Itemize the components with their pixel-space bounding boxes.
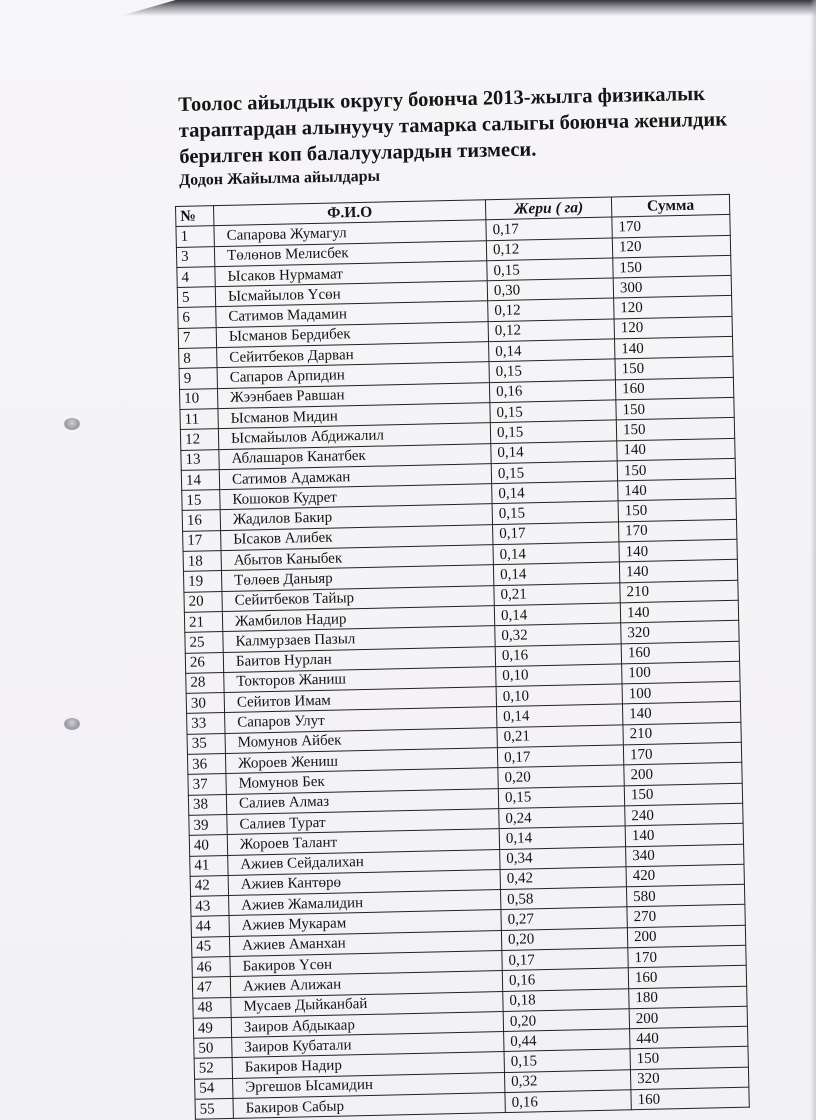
cell-number: 39 (189, 814, 227, 835)
cell-sum: 440 (630, 1026, 748, 1049)
cell-number: 49 (193, 1017, 231, 1038)
cell-name: Төлөнов Мелисбек (214, 240, 486, 266)
cell-area: 0,10 (496, 664, 622, 687)
cell-name: Жадилов Бакир (220, 504, 492, 530)
cell-sum: 320 (630, 1067, 748, 1090)
cell-name: Ажиев Алижан (230, 971, 502, 997)
cell-number: 5 (177, 287, 215, 308)
cell-name: Сейитов Имам (224, 687, 496, 713)
cell-sum: 200 (627, 925, 745, 948)
cell-sum: 150 (618, 499, 736, 522)
cell-area: 0,44 (504, 1029, 630, 1052)
cell-area: 0,15 (490, 420, 616, 443)
cell-number: 33 (187, 713, 225, 734)
cell-area: 0,42 (500, 867, 626, 890)
cell-area: 0,14 (493, 562, 619, 585)
cell-number: 13 (181, 449, 219, 470)
cell-area: 0,32 (495, 623, 621, 646)
cell-number: 11 (180, 409, 218, 430)
cell-area: 0,17 (486, 217, 612, 240)
cell-sum: 160 (621, 641, 739, 664)
beneficiaries-table (175, 194, 750, 1120)
cell-name: Эргешов Ысамидин (233, 1072, 505, 1098)
cell-name: Бакиров Надир (232, 1052, 504, 1078)
cell-area: 0,17 (502, 948, 628, 971)
cell-name: Бакиров Үсөн (230, 951, 502, 977)
cell-number: 46 (192, 956, 230, 977)
cell-sum: 270 (627, 905, 745, 928)
cell-number: 25 (185, 632, 223, 653)
cell-sum: 200 (624, 763, 742, 786)
cell-number: 19 (183, 571, 221, 592)
cell-number: 50 (194, 1038, 232, 1059)
cell-sum: 120 (614, 316, 732, 339)
cell-area: 0,17 (497, 745, 623, 768)
cell-name: Баитов Нурлан (223, 646, 495, 672)
cell-sum: 140 (619, 560, 737, 583)
cell-sum: 300 (613, 276, 731, 299)
cell-number: 18 (183, 551, 221, 572)
cell-number: 14 (181, 469, 219, 490)
cell-area: 0,20 (503, 1009, 629, 1032)
cell-sum: 150 (615, 357, 733, 380)
cell-sum: 340 (626, 844, 744, 867)
cell-name: Ысмайылов Абдижалил (218, 423, 490, 449)
cell-sum: 170 (628, 945, 746, 968)
cell-number: 20 (184, 591, 222, 612)
cell-name: Салиев Алмаз (226, 788, 498, 814)
cell-number: 10 (179, 388, 217, 409)
cell-name: Сейитбеков Дарван (217, 342, 489, 368)
cell-area: 0,12 (488, 298, 614, 321)
cell-number: 37 (188, 774, 226, 795)
cell-name: Жороев Талант (227, 829, 499, 855)
cell-area: 0,12 (486, 238, 612, 261)
cell-area: 0,24 (499, 806, 625, 829)
cell-area: 0,16 (502, 968, 628, 991)
cell-sum: 150 (630, 1047, 748, 1070)
beneficiaries-table-wrap (175, 194, 749, 1120)
cell-sum: 320 (621, 621, 739, 644)
cell-name: Жороев Жениш (225, 748, 497, 774)
cell-sum: 160 (615, 377, 733, 400)
cell-name: Токторов Жаниш (224, 666, 496, 692)
cell-sum: 120 (612, 235, 730, 258)
cell-sum: 150 (617, 458, 735, 481)
cell-sum: 100 (622, 661, 740, 684)
cell-sum: 140 (625, 823, 743, 846)
cell-sum: 140 (622, 702, 740, 725)
cell-number: 16 (182, 510, 220, 531)
cell-number: 30 (186, 693, 224, 714)
cell-sum: 580 (626, 884, 744, 907)
table-body (176, 215, 749, 1120)
cell-number: 26 (185, 652, 223, 673)
cell-sum: 150 (616, 418, 734, 441)
cell-number: 44 (191, 916, 229, 937)
scanner-shadow (120, 0, 816, 16)
cell-sum: 150 (613, 255, 731, 278)
cell-name: Сапарова Жумагул (214, 220, 486, 246)
cell-number: 9 (179, 368, 217, 389)
punch-hole (64, 418, 80, 430)
cell-number: 36 (187, 754, 225, 775)
cell-area: 0,15 (487, 258, 613, 281)
cell-area: 0,15 (492, 501, 618, 524)
cell-number: 21 (184, 612, 222, 633)
cell-number: 28 (186, 672, 224, 693)
cell-area: 0,32 (504, 1070, 630, 1093)
cell-name: Ажиев Сейдалихан (228, 849, 500, 875)
column-header-number: № (176, 206, 214, 227)
cell-sum: 200 (629, 1006, 747, 1029)
cell-area: 0,27 (501, 907, 627, 930)
cell-number: 38 (188, 794, 226, 815)
document-subtitle: Додон Жайылма айылдары (179, 167, 381, 189)
cell-area: 0,12 (488, 319, 614, 342)
cell-name: Төлөев Даныяр (221, 565, 493, 591)
cell-sum: 170 (623, 742, 741, 765)
cell-name: Ысмайылов Үсөн (215, 281, 487, 307)
cell-area: 0,16 (495, 643, 621, 666)
cell-area: 0,30 (487, 278, 613, 301)
cell-sum: 140 (617, 438, 735, 461)
cell-name: Бакиров Сабыр (233, 1093, 505, 1119)
cell-sum: 210 (623, 722, 741, 745)
cell-name: Момунов Айбек (225, 727, 497, 753)
cell-area: 0,15 (491, 461, 617, 484)
column-header-sum: Сумма (611, 194, 729, 217)
cell-number: 1 (176, 226, 214, 247)
cell-area: 0,14 (491, 440, 617, 463)
cell-number: 55 (195, 1099, 233, 1120)
cell-sum: 420 (626, 864, 744, 887)
cell-name: Сапаров Улут (225, 707, 497, 733)
cell-number: 47 (192, 977, 230, 998)
cell-sum: 140 (620, 600, 738, 623)
cell-name: Жамбилов Надир (222, 606, 494, 632)
cell-name: Кошоков Кудрет (220, 484, 492, 510)
cell-area: 0,10 (496, 684, 622, 707)
cell-number: 40 (189, 835, 227, 856)
cell-area: 0,16 (489, 380, 615, 403)
cell-name: Ажиев Жамалидин (229, 890, 501, 916)
cell-number: 3 (176, 246, 214, 267)
cell-number: 17 (183, 530, 221, 551)
cell-area: 0,15 (504, 1049, 630, 1072)
document-title: Тоолос айылдык округу боюнча 2013-жылга физикалык тараптардан алынуучу тамарка салыгы боюнча женилдик берилген коп балалуулардын тизмеси. (178, 82, 728, 168)
punch-hole (64, 718, 80, 730)
column-header-area: Жери ( га) (485, 197, 611, 220)
cell-number: 7 (178, 327, 216, 348)
cell-number: 12 (180, 429, 218, 450)
cell-name: Жээнбаев Равшан (217, 382, 489, 408)
cell-name: Ажиев Аманхан (229, 930, 501, 956)
cell-number: 45 (191, 936, 229, 957)
cell-sum: 240 (625, 803, 743, 826)
cell-number: 8 (179, 348, 217, 369)
cell-name: Ысманов Бердибек (216, 321, 488, 347)
cell-name: Заиров Абдыкаар (231, 1011, 503, 1037)
cell-name: Калмурзаев Пазыл (223, 626, 495, 652)
cell-area: 0,21 (494, 583, 620, 606)
cell-name: Мусаев Дыйканбай (231, 991, 503, 1017)
cell-name: Ысаков Алибек (221, 524, 493, 550)
cell-name: Ажиев Мукарам (229, 910, 501, 936)
cell-name: Момунов Бек (226, 768, 498, 794)
cell-area: 0,14 (489, 339, 615, 362)
cell-area: 0,58 (500, 887, 626, 910)
cell-sum: 140 (618, 478, 736, 501)
cell-area: 0,14 (497, 704, 623, 727)
cell-area: 0,14 (493, 542, 619, 565)
cell-sum: 120 (614, 296, 732, 319)
cell-area: 0,20 (498, 765, 624, 788)
cell-area: 0,20 (501, 927, 627, 950)
cell-number: 41 (190, 855, 228, 876)
cell-sum: 180 (629, 986, 747, 1009)
cell-name: Аблашаров Канатбек (219, 443, 491, 469)
cell-number: 42 (190, 875, 228, 896)
cell-name: Ажиев Кантөрө (228, 869, 500, 895)
column-header-name: Ф.И.О (214, 200, 486, 226)
cell-area: 0,16 (505, 1090, 631, 1113)
cell-area: 0,15 (489, 359, 615, 382)
cell-name: Сатимов Мадамин (216, 301, 488, 327)
cell-name: Ысманов Мидин (218, 403, 490, 429)
cell-sum: 170 (618, 519, 736, 542)
cell-sum: 150 (616, 397, 734, 420)
cell-area: 0,17 (493, 522, 619, 545)
cell-number: 4 (177, 267, 215, 288)
cell-sum: 100 (622, 681, 740, 704)
cell-number: 15 (182, 490, 220, 511)
cell-sum: 150 (624, 783, 742, 806)
cell-area: 0,14 (492, 481, 618, 504)
cell-area: 0,15 (490, 400, 616, 423)
cell-name: Сейитбеков Тайыр (222, 585, 494, 611)
cell-area: 0,15 (498, 785, 624, 808)
cell-name: Сапаров Арпидин (217, 362, 489, 388)
cell-number: 43 (191, 896, 229, 917)
cell-name: Сатимов Адамжан (219, 464, 491, 490)
cell-sum: 170 (612, 215, 730, 238)
cell-sum: 160 (631, 1087, 749, 1110)
cell-name: Абытов Каныбек (221, 545, 493, 571)
cell-number: 48 (193, 997, 231, 1018)
page-edge (810, 0, 816, 1120)
cell-area: 0,18 (503, 988, 629, 1011)
cell-number: 52 (194, 1058, 232, 1079)
cell-area: 0,34 (500, 846, 626, 869)
cell-number: 54 (195, 1078, 233, 1099)
cell-sum: 140 (619, 539, 737, 562)
cell-area: 0,21 (497, 725, 623, 748)
cell-area: 0,14 (494, 603, 620, 626)
cell-name: Заиров Кубатали (232, 1032, 504, 1058)
cell-area: 0,14 (499, 826, 625, 849)
cell-number: 6 (178, 307, 216, 328)
cell-name: Салиев Турат (227, 808, 499, 834)
cell-sum: 160 (628, 966, 746, 989)
cell-sum: 140 (615, 336, 733, 359)
cell-number: 35 (187, 733, 225, 754)
cell-sum: 210 (620, 580, 738, 603)
cell-name: Ысаков Нурмамат (215, 261, 487, 287)
